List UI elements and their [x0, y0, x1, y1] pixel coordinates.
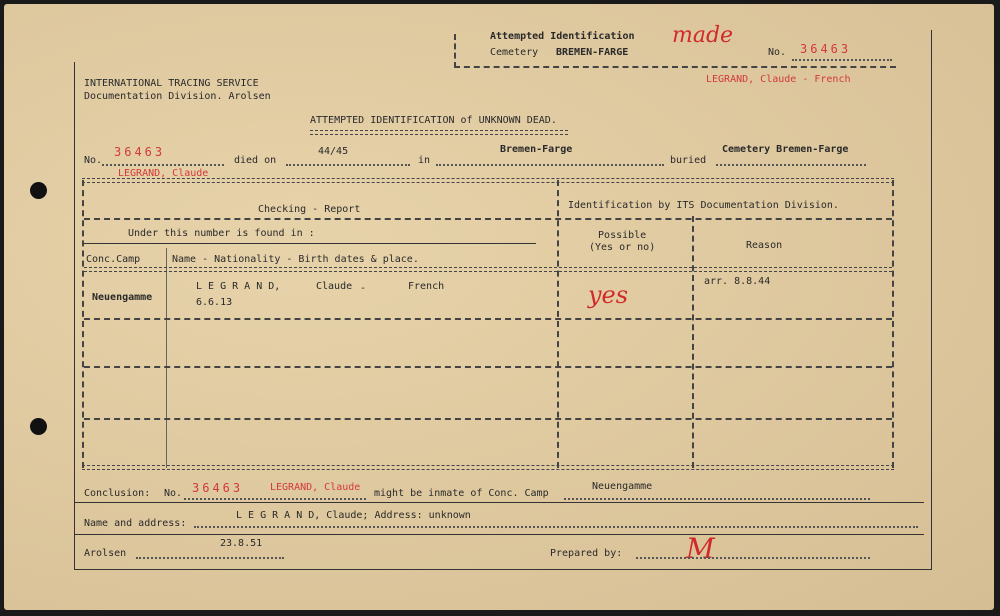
footer-place: Arolsen — [84, 548, 127, 559]
name-address-value: L E G R A N D, Claude; Address: unknown — [236, 510, 471, 521]
header-box-bottom-border — [454, 66, 896, 68]
row-possible: yes — [588, 281, 629, 309]
record-no-label: No. — [84, 155, 103, 166]
row-separator-3 — [84, 418, 892, 420]
row-dash: - — [360, 283, 367, 294]
conclusion-name: LEGRAND, Claude — [270, 482, 361, 493]
buried-value: Cemetery Bremen-Farge — [722, 144, 849, 155]
org-line-1: INTERNATIONAL TRACING SERVICE — [84, 78, 259, 89]
under-number-label: Under this number is found in : — [128, 228, 315, 239]
row-reason: arr. 8.8.44 — [704, 276, 771, 287]
record-no-dots — [102, 164, 224, 166]
header-name-nationality: LEGRAND, Claude - French — [706, 74, 851, 85]
conclusion-no-dots — [184, 498, 366, 500]
title-underline — [310, 130, 568, 135]
record-no-value: 36463 — [114, 145, 166, 159]
prepared-by-signature: M — [686, 532, 715, 565]
prepared-by-label: Prepared by: — [550, 548, 623, 559]
under-number-rule — [84, 243, 536, 244]
conclusion-no-value: 36463 — [192, 481, 244, 495]
footer-date-dots — [136, 557, 284, 559]
table-bottom-border — [82, 465, 894, 470]
col-reason-heading: Reason — [746, 240, 783, 251]
org-line-2: Documentation Division. Arolsen — [84, 91, 271, 102]
header-no-value: 36463 — [800, 42, 852, 56]
died-on-dots — [286, 164, 410, 166]
attempted-identification-heading: Attempted Identification — [490, 31, 635, 42]
footer-date: 23.8.51 — [220, 538, 263, 549]
in-dots — [436, 164, 664, 166]
died-on-label: died on — [234, 155, 277, 166]
card-right-border — [931, 30, 932, 570]
table-right-border — [892, 180, 894, 468]
punch-hole-bottom — [30, 418, 47, 435]
col-name-heading: Name - Nationality - Birth dates & place. — [172, 254, 419, 265]
name-address-rule — [74, 534, 924, 535]
punch-hole-top — [30, 182, 47, 199]
conclusion-label: Conclusion: — [84, 488, 151, 499]
name-address-dots — [194, 526, 918, 528]
conclusion-camp: Neuengamme — [592, 481, 653, 492]
row-firstname: Claude — [316, 281, 353, 292]
table-top-border — [82, 178, 894, 183]
table-divider-main — [557, 180, 559, 468]
table-left-border — [82, 180, 84, 468]
handwritten-note: made — [672, 23, 734, 48]
buried-label: buried — [670, 155, 707, 166]
cemetery-value: BREMEN-FARGE — [556, 47, 629, 58]
col-possible-heading: Possible (Yes or no) — [589, 230, 656, 253]
buried-dots — [716, 164, 866, 166]
row-separator-2 — [84, 366, 892, 368]
row-separator-1 — [84, 318, 892, 320]
row-surname: L E G R A N D, — [196, 281, 281, 292]
card-left-border — [74, 62, 75, 570]
header-no-label: No. — [768, 47, 787, 58]
col-camp-heading: Conc.Camp — [86, 254, 141, 265]
in-value: Bremen-Farge — [500, 144, 573, 155]
table-divider-camp — [166, 248, 167, 468]
table-header-rule — [84, 218, 892, 220]
table-divider-possible-reason — [692, 216, 694, 468]
conclusion-camp-dots — [564, 498, 870, 500]
header-box-left-border — [454, 34, 456, 68]
name-address-label: Name and address: — [84, 518, 187, 529]
prepared-by-dots — [636, 557, 870, 559]
tracing-card — [4, 4, 994, 610]
row-birth: 6.6.13 — [196, 297, 233, 308]
cemetery-label: Cemetery — [490, 47, 539, 58]
conclusion-no-label: No. — [164, 488, 183, 499]
conclusion-text: might be inmate of Conc. Camp — [374, 488, 549, 499]
died-on-value: 44/45 — [318, 146, 349, 157]
identification-heading: Identification by ITS Documentation Division. — [568, 200, 839, 211]
document-title: ATTEMPTED IDENTIFICATION of UNKNOWN DEAD. — [310, 115, 557, 126]
in-label: in — [418, 155, 431, 166]
card-bottom-rule — [74, 569, 932, 570]
conclusion-rule — [74, 502, 924, 503]
column-header-rule — [84, 267, 892, 272]
row-camp: Neuengamme — [92, 292, 153, 303]
record-name: LEGRAND, Claude — [118, 168, 209, 179]
checking-report-heading: Checking - Report — [258, 204, 361, 215]
header-no-dots — [792, 59, 892, 61]
row-nationality: French — [408, 281, 445, 292]
